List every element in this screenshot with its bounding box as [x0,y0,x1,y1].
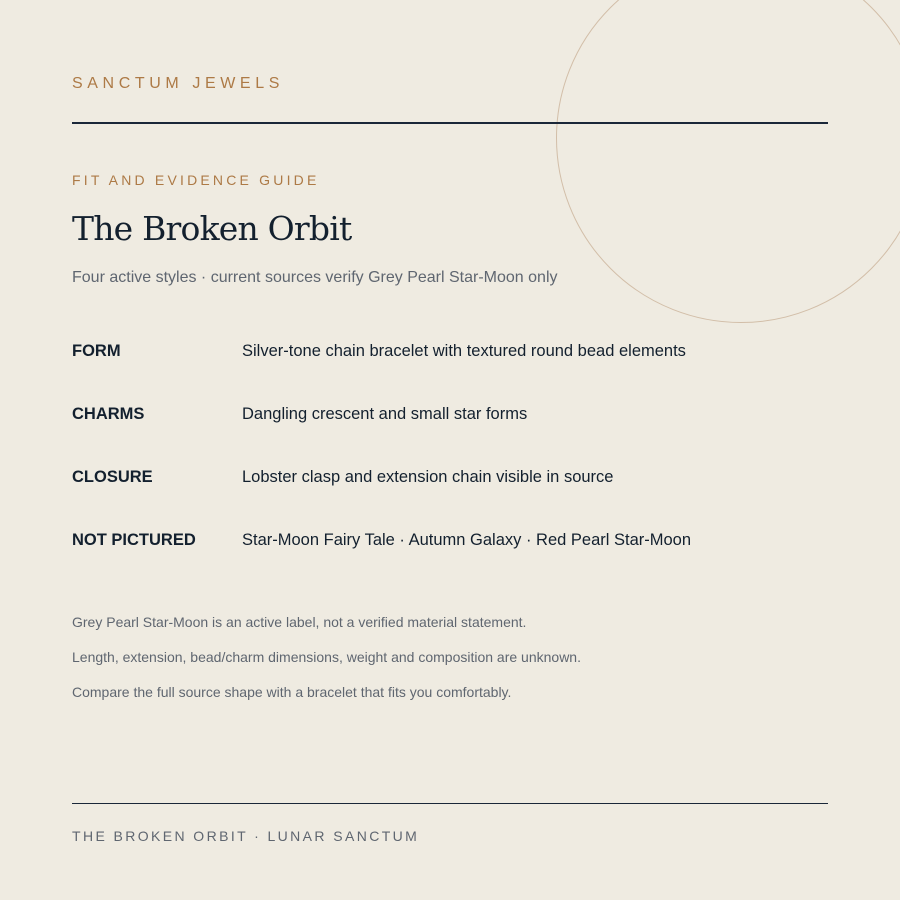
spec-value: Star-Moon Fairy Tale · Autumn Galaxy · Red Pearl Star-Moon [242,531,692,549]
spec-value: Dangling crescent and small star forms [242,405,528,423]
header-divider [72,122,828,124]
spec-row-charms [72,405,828,429]
section-eyebrow: FIT AND EVIDENCE GUIDE [72,172,320,188]
note-dimensions: Length, extension, bead/charm dimensions, weight and composition are unknown. [72,649,581,665]
page-subtitle: Four active styles · current sources verify Grey Pearl Star-Moon only [72,269,558,286]
spec-row-form [72,342,828,366]
spec-row-closure [72,468,828,492]
footer-text: THE BROKEN ORBIT · LUNAR SANCTUM [72,828,420,844]
spec-value: Silver-tone chain bracelet with textured round bead elements [242,342,686,360]
footer-divider [72,803,828,804]
spec-label: FORM [72,342,121,360]
note-fit-advice: Compare the full source shape with a bracelet that fits you comfortably. [72,684,512,700]
note-material: Grey Pearl Star-Moon is an active label, not a verified material statement. [72,614,527,630]
spec-label: CHARMS [72,405,145,423]
page-title: The Broken Orbit [72,209,352,248]
spec-label: CLOSURE [72,468,153,486]
spec-value: Lobster clasp and extension chain visible in source [242,468,614,486]
spec-row-not-pictured [72,531,828,555]
brand-name: SANCTUM JEWELS [72,75,284,92]
decorative-orbit-circle [556,0,900,323]
spec-label: NOT PICTURED [72,531,196,549]
